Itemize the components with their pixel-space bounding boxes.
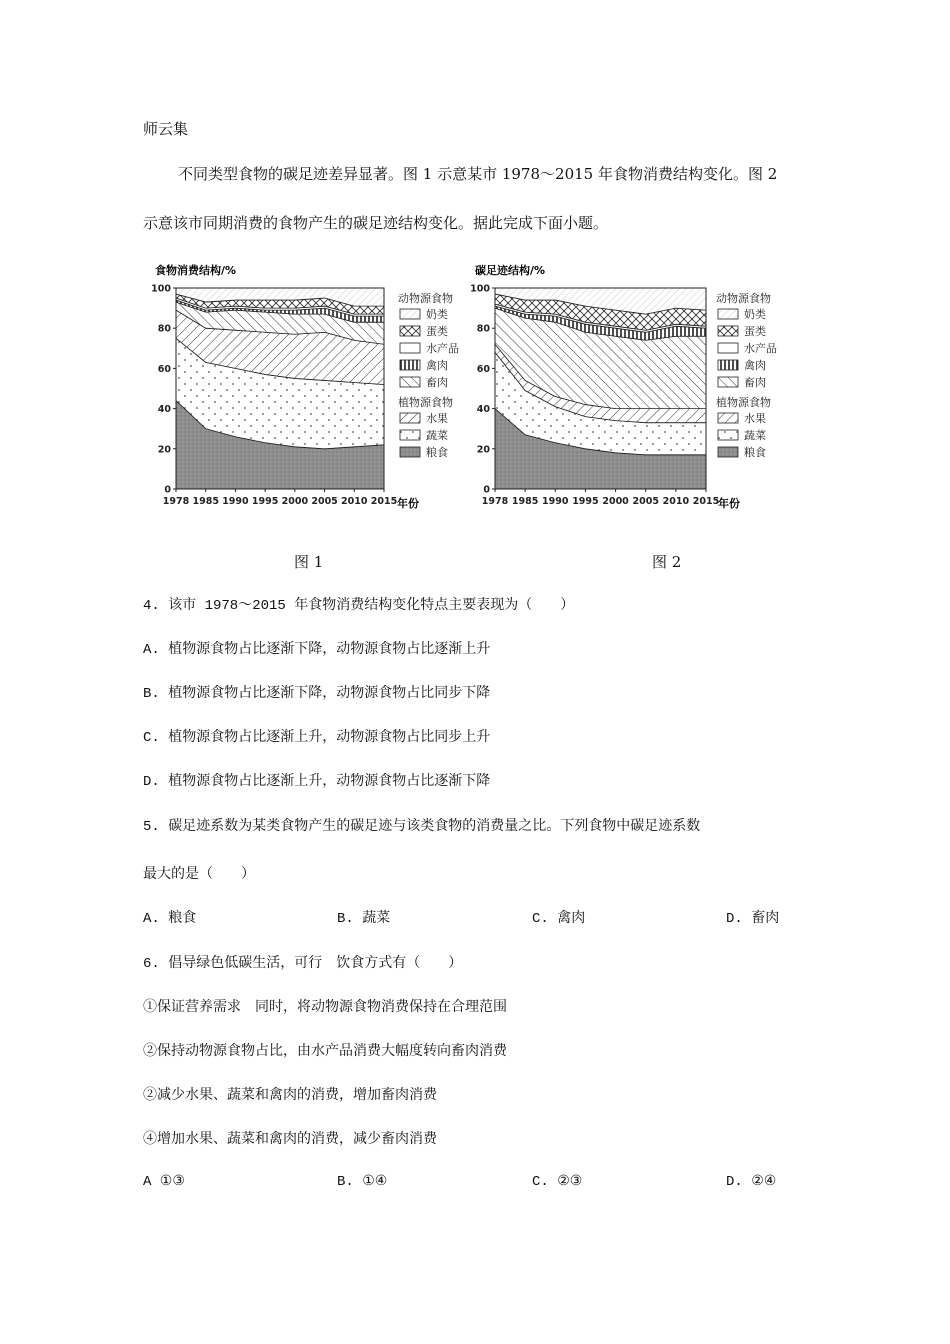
q6-statement-4: ④增加水果、蔬菜和禽肉的消费，减少畜肉消费 [143, 1132, 437, 1148]
legend-animal-title: 动物源食物 [716, 292, 771, 305]
q4-option-a: A. 植物源食物占比逐渐下降，动物源食物占比逐渐上升 [143, 642, 491, 658]
chart-2-xlabel: 年份 [718, 497, 740, 510]
figure-2-caption: 图 2 [652, 553, 682, 571]
legend-label-dairy: 奶类 [744, 308, 766, 321]
q6-statement-2: ②保持动物源食物占比，由水产品消费大幅度转向畜肉消费 [143, 1044, 507, 1060]
legend-animal-title: 动物源食物 [398, 292, 453, 305]
legend-swatch-eggs [400, 326, 420, 336]
legend-swatch-dairy [718, 309, 738, 319]
chart-1-x-tick-label: 2015 [370, 496, 398, 507]
q4-stem: 4. 该市 1978～2015 年食物消费结构变化特点主要表现为（ ） [143, 598, 575, 614]
q5-stem-line-1: 5. 碳足迹系数为某类食物产生的碳足迹与该类食物的消费量之比。下列食物中碳足迹系数 [143, 819, 701, 835]
legend-swatch-vegetables [718, 430, 738, 440]
chart-2-x-tick-label: 2005 [632, 496, 659, 507]
chart-1-xlabel: 年份 [397, 497, 419, 510]
chart-1-y-tick-label: 80 [157, 323, 171, 335]
legend-plant-title: 植物源食物 [716, 396, 771, 409]
q6-stem: 6. 倡导绿色低碳生活，可行 饮食方式有（ ） [143, 956, 463, 972]
chart-2 [470, 263, 740, 510]
q4-option-c: C. 植物源食物占比逐渐上升，动物源食物占比同步上升 [143, 730, 491, 746]
q5-option-c: C. 禽肉 [532, 911, 586, 927]
q5-option-d: D. 畜肉 [726, 911, 780, 927]
legend-label-aquatic: 水产品 [744, 342, 777, 355]
chart-1-y-tick-label: 20 [157, 444, 171, 456]
intro-line-2: 示意该市同期消费的食物产生的碳足迹结构变化。据此完成下面小题。 [143, 214, 609, 232]
q4-option-b: B. 植物源食物占比逐渐下降，动物源食物占比同步下降 [143, 686, 491, 702]
legend-label-eggs: 蛋类 [426, 325, 448, 338]
legend-label-fruit: 水果 [426, 412, 448, 425]
chart-1-ylabel: 食物消费结构/% [155, 264, 237, 277]
chart-1-x-tick-label: 2005 [311, 496, 338, 507]
chart-1-x-tick-label: 2010 [341, 496, 368, 507]
source-label: 师云集 [143, 120, 189, 138]
chart-2-x-tick-label: 1995 [572, 496, 599, 507]
legend-swatch-grain [400, 447, 420, 457]
chart-1 [151, 263, 419, 510]
legend-label-livestock-meat: 畜肉 [426, 376, 448, 389]
legend-swatch-aquatic [400, 343, 420, 353]
legend-label-aquatic: 水产品 [426, 342, 459, 355]
chart-2-x-tick-label: 1990 [542, 496, 569, 507]
legend-label-poultry: 禽肉 [426, 359, 448, 372]
chart-2-y-tick-label: 80 [476, 323, 490, 335]
chart-1-x-tick-label: 2000 [281, 496, 309, 507]
legend-label-grain: 粮食 [744, 446, 766, 459]
q6-option-b: B. ①④ [337, 1174, 388, 1190]
q6-option-d: D. ②④ [726, 1174, 777, 1190]
chart-1-x-tick-label: 1978 [162, 496, 190, 507]
intro-line-1: 不同类型食物的碳足迹差异显著。图 1 示意某市 1978～2015 年食物消费结构变化。图 2 [178, 165, 778, 183]
legend-swatch-poultry [400, 360, 420, 370]
chart-1-y-tick-label: 40 [157, 404, 171, 416]
q6-option-a: A ①③ [143, 1174, 185, 1190]
chart-2-x-tick-label: 2015 [692, 496, 720, 507]
chart-1-y-tick-label: 60 [157, 363, 171, 375]
q6-statement-3: ②减少水果、蔬菜和禽肉的消费，增加畜肉消费 [143, 1088, 437, 1104]
legend-swatch-grain [718, 447, 738, 457]
legend-2 [716, 291, 777, 459]
legend-swatch-fruit [400, 413, 420, 423]
legend-swatch-fruit [718, 413, 738, 423]
legend-label-grain: 粮食 [426, 446, 448, 459]
q6-option-c: C. ②③ [532, 1174, 583, 1190]
chart-2-y-tick-label: 60 [476, 363, 490, 375]
chart-2-x-tick-label: 2000 [602, 496, 629, 507]
legend-swatch-vegetables [400, 430, 420, 440]
chart-2-x-tick-label: 1978 [481, 496, 509, 507]
legend-label-dairy: 奶类 [426, 308, 448, 321]
q4-option-d: D. 植物源食物占比逐渐上升，动物源食物占比逐渐下降 [143, 774, 491, 790]
legend-swatch-eggs [718, 326, 738, 336]
chart-2-x-tick-label: 2010 [662, 496, 690, 507]
legend-label-poultry: 禽肉 [744, 359, 766, 372]
legend-swatch-poultry [718, 360, 738, 370]
chart-2-y-tick-label: 100 [470, 283, 490, 295]
legend-1 [398, 291, 459, 459]
chart-1-y-tick-label: 100 [151, 283, 171, 295]
chart-2-y-tick-label: 40 [476, 404, 490, 416]
legend-swatch-livestock-meat [718, 377, 738, 387]
legend-swatch-aquatic [718, 343, 738, 353]
chart-1-x-tick-label: 1995 [251, 496, 279, 507]
figures [140, 255, 820, 517]
legend-plant-title: 植物源食物 [398, 396, 453, 409]
legend-label-vegetables: 蔬菜 [426, 429, 448, 442]
chart-2-y-tick-label: 0 [483, 484, 490, 496]
chart-2-y-tick-label: 20 [476, 444, 490, 456]
chart-1-x-tick-label: 1985 [192, 496, 219, 507]
chart-1-x-tick-label: 1990 [222, 496, 249, 507]
legend-swatch-livestock-meat [400, 377, 420, 387]
chart-2-x-tick-label: 1985 [511, 496, 539, 507]
legend-swatch-dairy [400, 309, 420, 319]
q6-statement-1: ①保证营养需求 同时，将动物源食物消费保持在合理范围 [143, 1000, 507, 1016]
legend-label-eggs: 蛋类 [744, 325, 766, 338]
figure-1-caption: 图 1 [294, 553, 324, 571]
chart-1-y-tick-label: 0 [164, 484, 171, 496]
q5-option-b: B. 蔬菜 [337, 911, 391, 927]
legend-label-livestock-meat: 畜肉 [744, 376, 766, 389]
q5-stem-line-2: 最大的是（ ） [143, 867, 255, 883]
legend-label-vegetables: 蔬菜 [744, 429, 766, 442]
legend-label-fruit: 水果 [744, 412, 766, 425]
q5-option-a: A. 粮食 [143, 911, 197, 927]
chart-2-ylabel: 碳足迹结构/% [475, 264, 546, 277]
